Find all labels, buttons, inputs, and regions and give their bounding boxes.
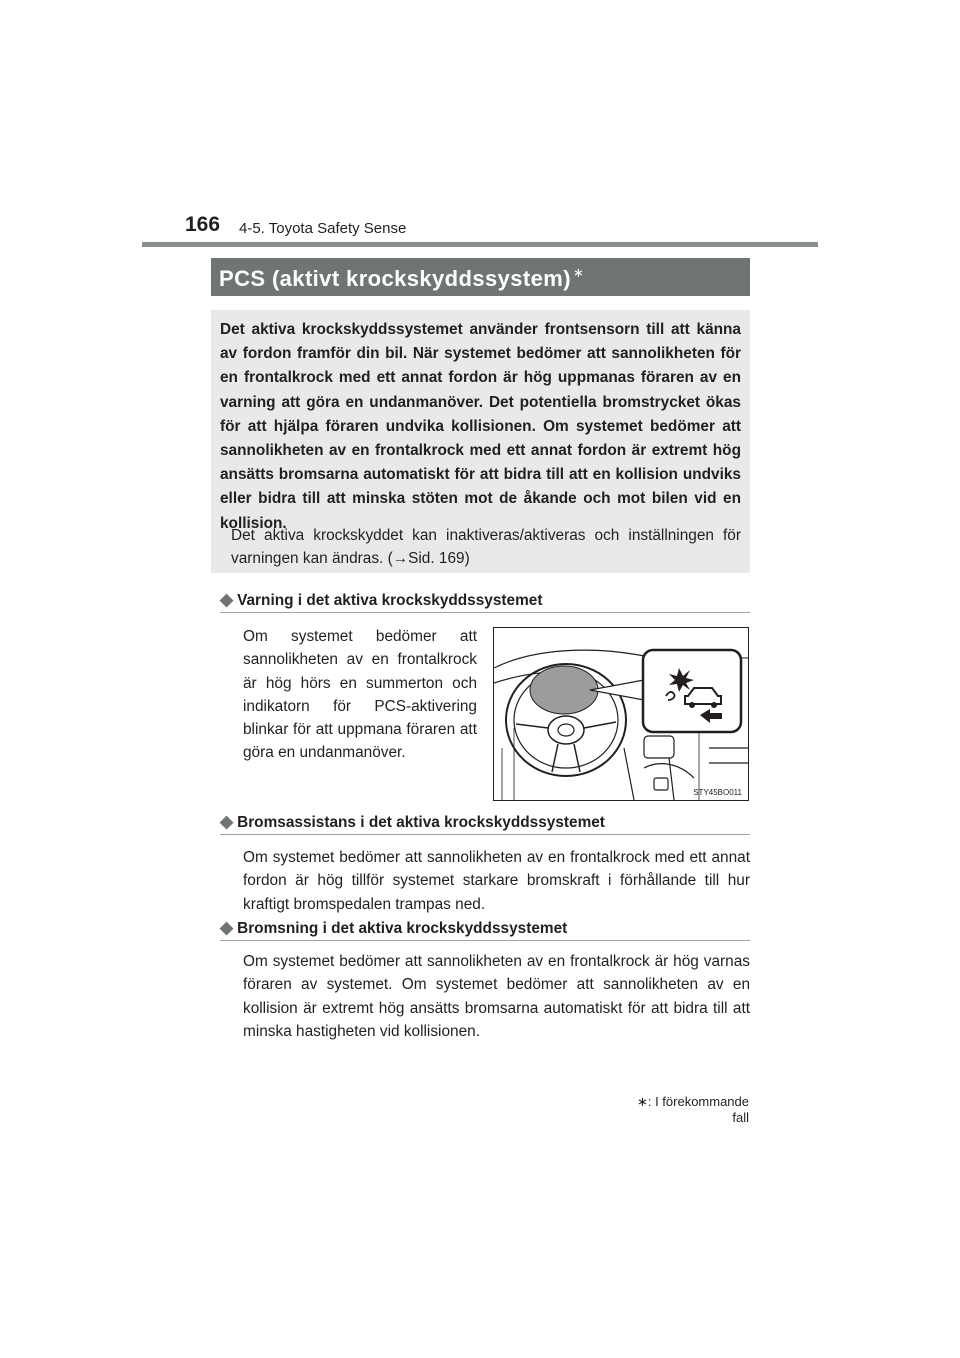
section-body-brake-assist: Om systemet bedömer att sannolikheten av en frontalkrock med ett annat fordon är hög tillför systemet starkare bromskraft i förhållande till hur kraftigt bromspedalen trampas ned.	[243, 849, 750, 913]
section-heading-warning	[220, 590, 750, 610]
page-title-text: PCS (aktivt krockskyddssystem)	[219, 266, 571, 291]
section-heading-text: Bromsning i det aktiva krockskyddssystemet	[237, 920, 568, 937]
heading-rule	[220, 612, 750, 613]
section-heading-braking	[220, 918, 750, 938]
title-bar	[211, 258, 750, 296]
intro-text: Det aktiva krockskyddssystemet använder frontsensorn till att känna av fordon framför din bil. När systemet bedömer att sannolikheten för en frontalkrock med ett annat fordon är hög uppmanas föraren av en varning att göra en undanmanöver. Det potentiella bromstrycket ökas för att hjälpa föraren undvika kollisionen. Om systemet bedömer att sannolikheten av en frontalkrock med ett annat fordon är extremt hög ansätts bromsarna automatiskt för att bidra till att en kollision undviks eller bidra till att minska stöten mot de åkande och mot bilen vid en kollision.	[220, 321, 741, 532]
section-body-braking: Om systemet bedömer att sannolikheten av en frontalkrock är hög varnas föraren av systemet. Om systemet bedömer att sannolikheten av en kollision är extremt hög ansätts bromsarna automatiskt för att bidra till att minska hastigheten vid kollisionen.	[243, 953, 750, 1040]
section-heading-text: Bromsassistans i det aktiva krockskyddssystemet	[237, 814, 605, 831]
footnote-text: : I förekommande fall	[647, 1094, 749, 1125]
page-title	[219, 265, 584, 292]
section-label: 4-5. Toyota Safety Sense	[239, 220, 407, 237]
header-rule	[142, 242, 818, 247]
title-asterisk: ∗	[572, 265, 585, 280]
intro-box	[211, 310, 750, 573]
section-heading-brake-assist	[220, 812, 750, 832]
intro-note: Det aktiva krockskyddet kan inaktiveras/aktiveras och inställningen för varningen kan ändras. (→Sid. 169)	[231, 527, 741, 567]
heading-rule	[220, 940, 750, 941]
pcs-warning-indicator-icon	[643, 650, 741, 732]
dashboard-figure	[493, 627, 749, 801]
footnote	[620, 1094, 749, 1125]
diamond-bullet-icon: ◆	[220, 590, 234, 609]
instrument-cluster	[530, 666, 598, 714]
heading-rule	[220, 834, 750, 835]
page-number: 166	[185, 213, 221, 236]
section-heading-text: Varning i det aktiva krockskyddssystemet	[237, 592, 543, 609]
diamond-bullet-icon: ◆	[220, 918, 234, 937]
footnote-symbol: ∗	[636, 1094, 648, 1109]
dashboard-illustration	[494, 628, 748, 800]
diamond-bullet-icon: ◆	[220, 812, 234, 831]
figure-code: STY45BO011	[693, 788, 742, 797]
section-body-warning: Om systemet bedömer att sannolikheten av en frontalkrock är hög hörs en summerton och indikatorn för PCS-aktivering blinkar för att uppmana föraren att göra en undanmanöver.	[243, 628, 477, 762]
